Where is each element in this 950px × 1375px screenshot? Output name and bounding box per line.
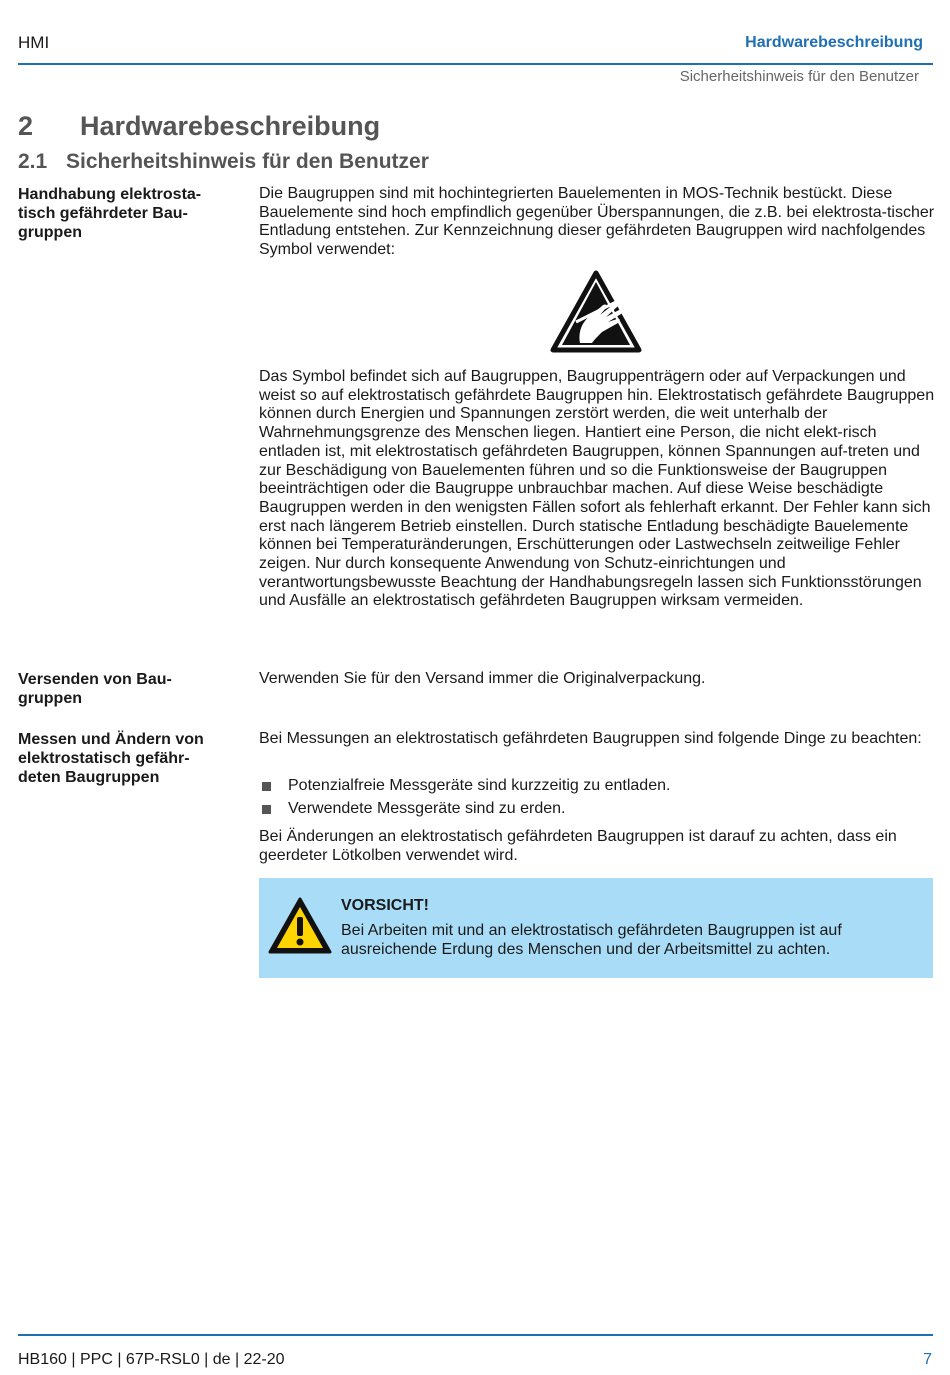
header-chapter-title: Hardwarebeschreibung <box>745 34 923 51</box>
measuring-bullet-list <box>259 777 935 822</box>
chapter-heading <box>18 111 380 142</box>
warning-triangle-icon <box>268 897 332 955</box>
header-divider <box>18 63 933 65</box>
footer-document-id: HB160 | PPC | 67P-RSL0 | de | 22-20 <box>18 1351 285 1368</box>
measuring-intro-paragraph: Bei Messungen an elektrostatisch gefährdeten Baugruppen sind folgende Dinge zu beachten: <box>259 730 922 747</box>
page-number: 7 <box>923 1351 932 1368</box>
side-heading-measuring: Messen und Ändern von elektrostatisch gefähr- deten Baugruppen <box>18 731 204 786</box>
header-product-name: HMI <box>18 33 50 52</box>
list-item <box>259 777 935 796</box>
shipping-paragraph: Verwenden Sie für den Versand immer die Originalverpackung. <box>259 670 706 687</box>
side-heading-shipping: Versenden von Bau- gruppen <box>18 671 172 707</box>
bullet-text: Verwendete Messgeräte sind zu erden. <box>288 799 566 817</box>
footer-divider <box>18 1334 933 1336</box>
caution-box <box>259 878 933 978</box>
chapter-number: 2 <box>18 111 34 141</box>
bullet-square-icon <box>262 782 271 791</box>
esd-warning-icon <box>550 270 642 354</box>
handling-intro-paragraph: Die Baugruppen sind mit hochintegrierten Bauelementen in MOS-Technik bestückt. Diese Bauelemente sind hoch empfindlich gegenüber Überspannungen, die z.B. bei elektrosta-tischer Entladung entstehen. Zur Kennzeichnung dieser gefährdeten Baugruppen wird nachfolgendes Symbol verwendet: <box>259 185 935 259</box>
section-title: Sicherheitshinweis für den Benutzer <box>66 150 429 173</box>
caution-title: VORSICHT! <box>341 897 429 914</box>
bullet-text: Potenzialfreie Messgeräte sind kurzzeitig zu entladen. <box>288 777 671 794</box>
measuring-outro-paragraph: Bei Änderungen an elektrostatisch gefährdeten Baugruppen ist darauf zu achten, dass ein geerdeter Lötkolben verwendet wird. <box>259 828 897 864</box>
section-heading <box>18 150 429 174</box>
chapter-title: Hardwarebeschreibung <box>80 111 381 141</box>
caution-text: Bei Arbeiten mit und an elektrostatisch gefährdeten Baugruppen ist auf ausreichende Erdung des Menschen und der Arbeitsmittel zu achten. <box>341 922 842 958</box>
handling-details-paragraph: Das Symbol befindet sich auf Baugruppen, Baugruppenträgern oder auf Verpackungen und weist so auf elektrostatisch gefährdete Baugruppen hin. Elektrostatisch gefährdete Baugruppen können durch Energien und Spannungen zerstört werden, die weit unterhalb der Wahrnehmungsgrenze des Menschen liegen. Hantiert eine Person, die nicht elekt-risch entladen ist, mit elektrostatisch gefährdeten Baugruppen, können Spannungen auf-treten und zur Beschädigung von Bauelementen führen und so die Funktionsweise der Baugruppen beeinträchtigen oder die Baugruppe unbrauchbar machen. Auf diese Weise beschädigte Baugruppen werden in den wenigsten Fällen sofort als fehlerhaft erkannt. Der Fehler kann sich erst nach längerem Betrieb einstellen. Durch statische Entladung beschädigte Bauelemente können bei Temperaturänderungen, Erschütterungen oder Lastwechseln zeitweilige Fehler zeigen. Nur durch konsequente Anwendung von Schutz-einrichtungen und verantwortungsbewusste Beachtung der Handhabungsregeln lassen sich Funktionsstörungen und Ausfälle an elektrostatisch gefährdeten Baugruppen wirksam vermeiden. <box>259 368 935 610</box>
bullet-square-icon <box>262 805 271 814</box>
section-number: 2.1 <box>18 150 48 173</box>
list-item <box>259 800 935 819</box>
side-heading-handling: Handhabung elektrosta- tisch gefährdeter Bau- gruppen <box>18 186 202 241</box>
header-section-title: Sicherheitshinweis für den Benutzer <box>679 68 919 85</box>
